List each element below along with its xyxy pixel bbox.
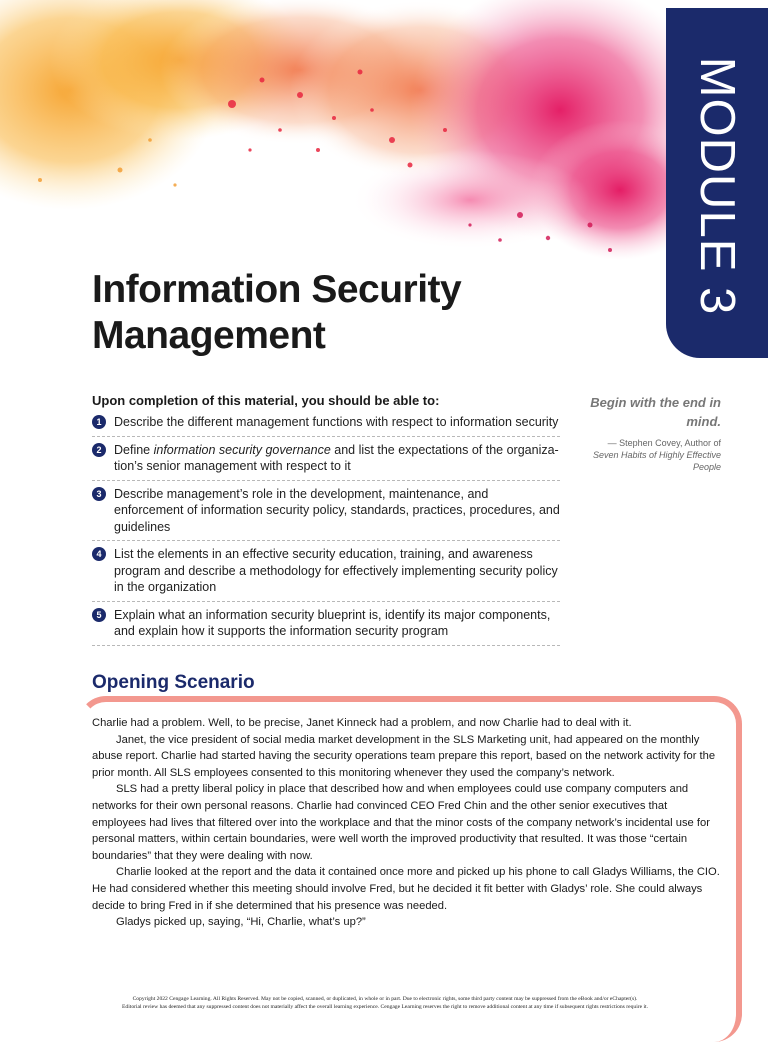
objective-text: Explain what an information security blueprint is, identify its major components, and explain how it supports the information security program [114,607,551,638]
objectives-list [92,412,560,649]
objectives-header: Upon completion of this material, you should be able to: [92,393,440,408]
copyright-line-2: Editorial review has deemed that any suppressed content does not materially affect the overall learning experience. Cengage Learning reserves the right to remove additional content at any time if subsequent rights restrictions require it. [122,1004,648,1010]
epigraph-quote [578,393,721,473]
objective-item [92,440,560,481]
objective-text-before: Define [114,442,154,457]
page-title [92,267,461,359]
module-tab [666,8,768,358]
objective-item [92,412,560,437]
scenario-body [92,715,722,931]
objective-emphasis: information security governance [153,442,331,457]
objective-text-after: and list the expectations of the organiza-tion’s senior management with respect to it [114,442,559,473]
copyright-line-1: Copyright 2022 Cengage Learning. All Rights Reserved. May not be copied, scanned, or duplicated, in whole or in part. Due to electronic rights, some third party content may be suppressed from the eBook and/or eChapter(s). [132,996,638,1002]
objective-text [114,443,559,474]
title-line-2: Management [92,314,326,357]
objective-item [92,605,560,646]
objective-number-badge: 3 [92,487,106,501]
scenario-paragraph: Charlie had a problem. Well, to be precise, Janet Kinneck had a problem, and now Charlie had to deal with it. [92,717,632,729]
objective-text: List the elements in an effective security education, training, and awareness program and describe a methodology for effectively implementing security policy in the organization [114,547,558,594]
scenario-paragraph: Janet, the vice president of social media market development in the SLS Marketing unit, had appeared on the monthly abuse report. Charlie had started having the security operations team prepare this report, based on the network activity for the prior month. All SLS employees consented to this monitoring whenever they used the company’s network. [92,733,716,779]
objective-item [92,544,560,602]
copyright-notice [90,995,680,1011]
quote-source: Seven Habits of Highly Effective People [592,450,721,472]
title-line-1: Information Security [92,268,462,311]
scenario-paragraph: Gladys picked up, saying, “Hi, Charlie, what’s up?” [116,916,366,929]
scenario-heading: Opening Scenario [92,672,255,693]
module-label: MODULE 3 [690,56,744,316]
objective-item [92,484,560,542]
scenario-paragraph: SLS had a pretty liberal policy in place that described how and when employees could use company computers and networks for their own personal reasons. Charlie had convinced CEO Fred Chin and the other senior executives that employees had lives that filtered over into the workplace and that the minor costs of the company network’s incidental use for personal matters, within certain boundaries, were well worth the improved productivity that resulted. It was those “certain boundaries” that they were dealing with now. [92,783,710,862]
objective-number-badge: 4 [92,547,106,561]
scenario-paragraph: Charlie looked at the report and the data it contained once more and picked up his phone to call Gladys Williams, the CIO. He had considered whether this meeting should involve Fred, but he decided it fit better with Gladys’ role. She could always decide to bring Fred in if she determined that his presence was needed. [92,866,720,912]
paint-splash-image [0,0,768,280]
objective-number-badge: 5 [92,608,106,622]
objective-text: Describe the different management functions with respect to information security [114,415,559,429]
objective-number-badge: 1 [92,415,106,429]
objective-number-badge: 2 [92,443,106,457]
quote-text: Begin with the end in mind. [590,395,721,429]
quote-author: — Stephen Covey, Author of [607,438,721,448]
objective-text: Describe management’s role in the development, maintenance, and enforcement of information security policy, standards, practices, procedures, and guidelines [114,486,560,534]
